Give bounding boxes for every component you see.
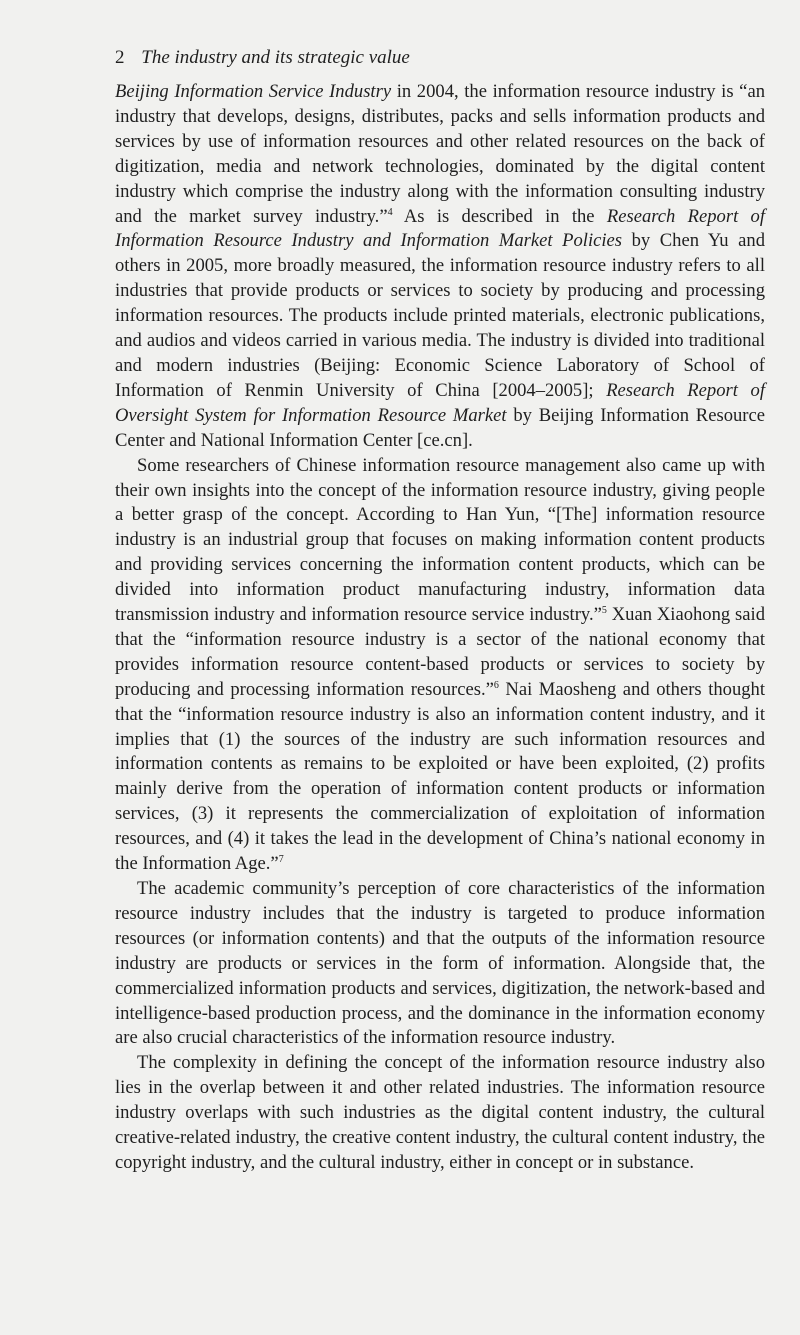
paragraph-3: [115, 877, 765, 1051]
italic-title: Research Report of Oversight System for Information Resource Market: [115, 379, 765, 426]
text-run: The complexity in defining the concept of the information resource industry also lies in the overlap between it and other related industries. The information resource industry overlaps with such industries as the digital content industry, the cultural creative-related industry, the creative content industry, the cultural content industry, the copyright industry, and the cultural industry, either in concept or in substance.: [115, 1052, 765, 1173]
text-run: Xuan Xiaohong said that the “information resource industry is a sector of the national economy that provides information resource content-based products or services to society by producing and processing information resources.”: [115, 604, 765, 700]
paragraph-1: [115, 80, 765, 454]
italic-title: Beijing Information Service Industry: [115, 81, 392, 102]
footnote-ref: 5: [601, 605, 607, 617]
body-text: [115, 80, 765, 1176]
text-run: The academic community’s perception of core characteristics of the information resource industry includes that the industry is targeted to produce information resources (or information contents) and that the outputs of the information resource industry are products or services in the form of information. Alongside that, the commercialized information products and services, digitization, the network-based and intelligence-based production process, and the dominance in the information economy are also crucial characteristics of the information resource industry.: [115, 878, 765, 1049]
paragraph-2: [115, 454, 765, 877]
text-run: Nai Maosheng and others thought that the “information resource industry is also an information content industry, and it implies that (1) the sources of the industry are such information resources and information contents as remains to be exploited or have been exploited, (2) profits mainly derive from the operation of information content products or information services, (3) it represents the commercialization of exploitation of information resources, and (4) it takes the lead in the development of China’s national economy in the Information Age.”: [115, 678, 766, 875]
footnote-ref: 6: [493, 679, 499, 691]
footnote-ref: 4: [387, 206, 393, 218]
running-title: The industry and its strategic value: [141, 47, 410, 68]
footnote-ref: 7: [278, 854, 284, 866]
text-run: by Chen Yu and others in 2005, more broadly measured, the information resource industry refers to all industries that provide products or services to society by producing and processing information resources. The products include printed materials, electronic publications, and audios and videos carried in various media. The industry is divided into traditional and modern industries (Beijing: Economic Science Laboratory of School of Information of Renmin University of China [2004–2005];: [115, 230, 765, 401]
italic-title: Research Report of Information Resource Industry and Information Market Policies: [115, 205, 765, 252]
text-run: Some researchers of Chinese information resource management also came up with their own insights into the concept of the information resource industry, giving people a better grasp of the concept. According to Han Yun, “[The] information resource industry is an industrial group that focuses on making information content products and providing services concerning the information content products, which can be divided into information product manufacturing industry, information data transmission industry and information resource service industry.”: [115, 454, 765, 626]
running-header: [115, 44, 410, 72]
text-run: As is described in the: [392, 205, 607, 227]
page-number: 2: [115, 47, 125, 68]
text-run: by Beijing Information Resource Center and National Information Center [ce.cn].: [115, 404, 765, 451]
text-run: in 2004, the information resource industry is “an industry that develops, designs, distributes, packs and sells information products and services by use of information resources and other related resources on the back of digitization, media and network technologies, dominated by the digital content industry which comprise the industry along with the information consulting industry and the market survey industry.”: [115, 81, 765, 227]
paragraph-4: [115, 1051, 765, 1176]
